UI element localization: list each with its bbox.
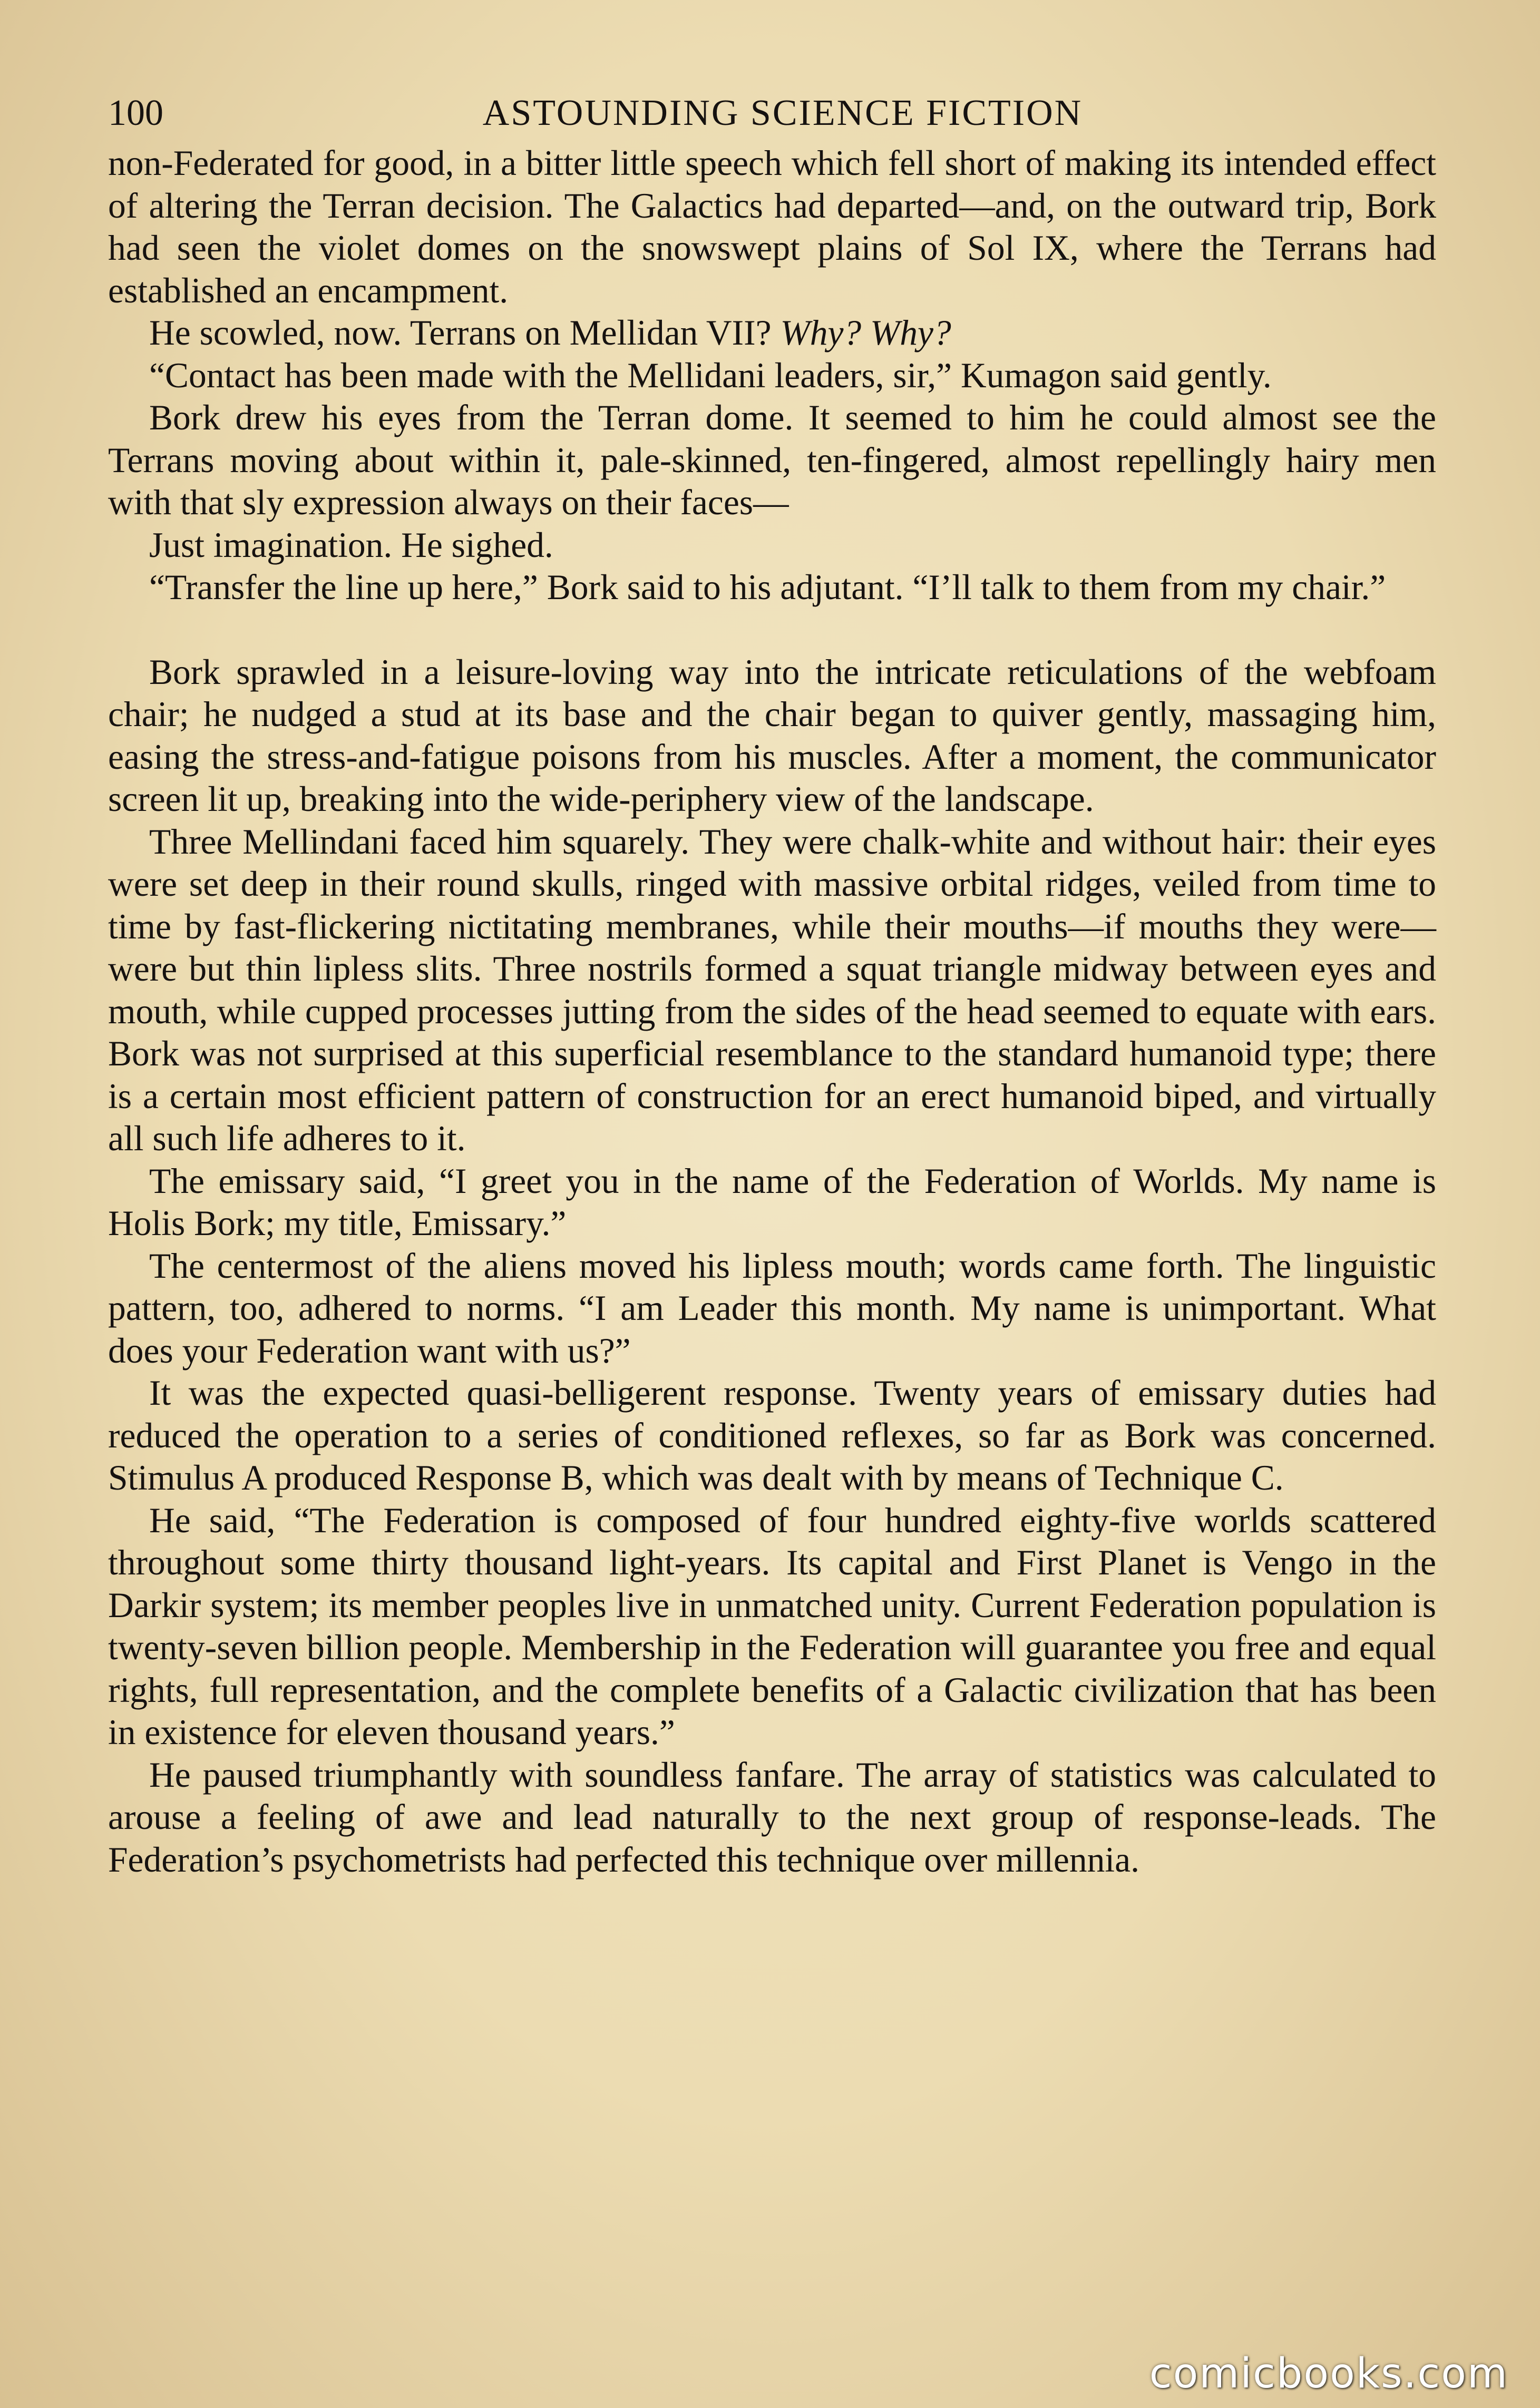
running-title: ASTOUNDING SCIENCE FICTION xyxy=(482,93,1083,133)
paragraph: The emissary said, “I greet you in the name of the Federation of Worlds. My name is Holis Bork; my title, Emissary.” xyxy=(108,1161,1436,1243)
page-header xyxy=(108,84,1436,142)
paragraph: Just imagination. He sighed. xyxy=(149,525,553,565)
paragraph: Three Mellindani faced him squarely. They were chalk-white and without hair: their eyes were set deep in their round skulls, ringed with massive orbital ridges, veiled from time to time by fast-flickering nictitating membranes, while their mouths—if mouths they were—were but thin lipless slits. Three nostrils formed a squat triangle midway between eyes and mouth, while cupped processes jutting from the sides of the head seemed to equate with ears. Bork was not surprised at this superficial resemblance to the standard humanoid type; there is a certain most efficient pattern of construction for an erect humanoid biped, and virtually all such life adheres to it. xyxy=(108,821,1436,1158)
paragraph: The centermost of the aliens moved his lipless mouth; words came forth. The linguistic pattern, too, adhered to norms. “I am Leader this month. My name is unimportant. What does your Federation want with us?” xyxy=(108,1246,1436,1371)
page-number: 100 xyxy=(108,93,163,133)
book-page xyxy=(108,84,1436,1881)
section-break xyxy=(108,609,1436,651)
paragraph: “Transfer the line up here,” Bork said to his adjutant. “I’ll talk to them from my chair.” xyxy=(149,567,1386,607)
paragraph: He paused triumphantly with soundless fanfare. The array of statistics was calculated to arouse a feeling of awe and lead naturally to the next group of response-leads. The Federation’s psychometrists had perfected this technique over millennia. xyxy=(108,1755,1436,1880)
paragraph: He said, “The Federation is composed of four hundred eighty-five worlds scattered throughout some thirty thousand light-years. Its capital and First Planet is Vengo in the Darkir system; its member peoples live in unmatched unity. Current Federation population is twenty-seven billion people. Membership in the Federation will guarantee you free and equal rights, full representation, and the complete benefits of a Galactic civilization that has been in existence for eleven thousand years.” xyxy=(108,1500,1436,1752)
paragraph: Bork sprawled in a leisure-loving way into the intricate reticulations of the webfoam chair; he nudged a stud at its base and the chair began to quiver gently, massaging him, easing the stress-and-fatigue poisons from his muscles. After a moment, the communicator screen lit up, breaking into the wide-periphery view of the landscape. xyxy=(108,652,1436,819)
paragraph: Bork drew his eyes from the Terran dome. It seemed to him he could almost see the Terrans moving about within it, pale-skinned, ten-fingered, almost repellingly hairy men with that sly expression always on their faces— xyxy=(108,398,1436,522)
body-text xyxy=(108,142,1436,1881)
emphasized-text: Why? Why? xyxy=(780,313,951,353)
paragraph xyxy=(108,312,1436,355)
paragraph: “Contact has been made with the Mellidani leaders, sir,” Kumagon said gently. xyxy=(149,355,1272,395)
site-watermark: comicbooks.com xyxy=(1149,2350,1508,2397)
paragraph: non-Federated for good, in a bitter little speech which fell short of making its intended effect of altering the Terran decision. The Galactics had departed—and, on the outward trip, Bork had seen the violet domes on the snowswept plains of Sol IX, where the Terrans had established an encampment. xyxy=(108,143,1436,310)
paragraph: It was the expected quasi-belligerent response. Twenty years of emissary duties had reduced the operation to a series of conditioned reflexes, so far as Bork was concerned. Stimulus A produced Response B, which was dealt with by means of Technique C. xyxy=(108,1373,1436,1497)
paragraph-text: He scowled, now. Terrans on Mellidan VII? xyxy=(149,313,772,353)
